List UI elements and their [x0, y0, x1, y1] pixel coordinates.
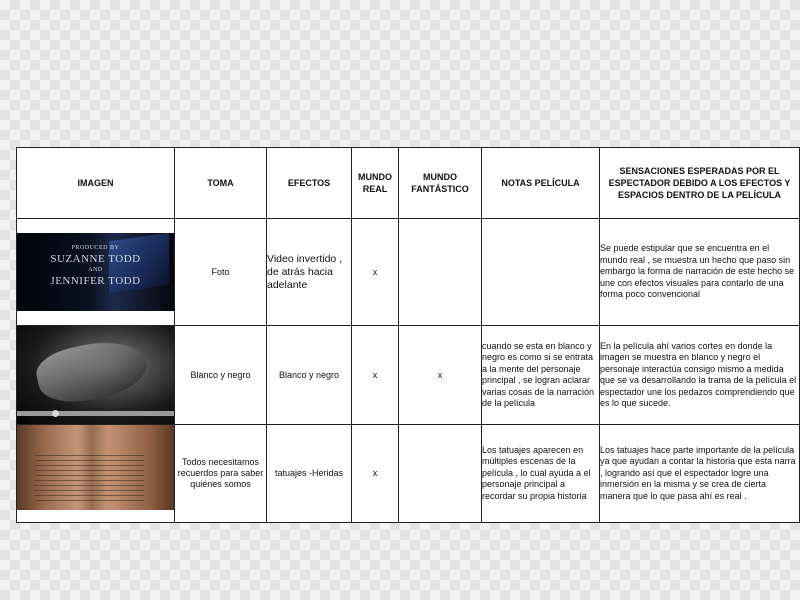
mundo-fantastico-cell: x — [399, 326, 482, 425]
table-row — [17, 219, 800, 326]
header-imagen: IMAGEN — [17, 148, 175, 219]
header-efectos: EFECTOS — [267, 148, 352, 219]
credit-line: JENNIFER TODD — [50, 275, 141, 287]
film-analysis-table — [16, 147, 800, 523]
header-mundo-real: MUNDO REAL — [352, 148, 399, 219]
image-cell — [17, 425, 175, 523]
image-cell — [17, 219, 175, 326]
toma-cell: Foto — [175, 219, 267, 326]
header-toma: TOMA — [175, 148, 267, 219]
toma-cell: Todos necesitamos recuerdos para saber quiénes somos — [175, 425, 267, 523]
mundo-real-cell: x — [352, 326, 399, 425]
black-and-white-still-image — [17, 326, 174, 424]
header-notas: NOTAS PELÍCULA — [482, 148, 600, 219]
sensaciones-cell: En la película ahí varios cortes en donde la imagen se muestra en blanco y negro el personaje interactúa consigo mismo a medida que se va desarrollando la trama de la película el espectador une los pedazos comprendiendo que es lo que sucede. — [600, 326, 800, 425]
mundo-real-cell: x — [352, 425, 399, 523]
tattooed-back-image — [17, 425, 174, 510]
table-row — [17, 425, 800, 523]
header-row — [17, 148, 800, 219]
credit-line: PRODUCED BY — [71, 245, 120, 251]
toma-cell: Blanco y negro — [175, 326, 267, 425]
sensaciones-cell: Se puede estipular que se encuentra en el mundo real , se muestra un hecho que paso sin embargo la forma de narración de este hecho se une con efectos visuales para contarlo de una forma poco convencional — [600, 219, 800, 326]
mundo-real-cell: x — [352, 219, 399, 326]
notas-cell: cuando se esta en blanco y negro es como si se entrata a la mente del personaje principal , se logran aclarar varias cosas de la narración de la película — [482, 326, 600, 425]
efectos-cell: Blanco y negro — [267, 326, 352, 425]
notas-cell — [482, 219, 600, 326]
notas-cell: Los tatuajes aparecen en múltiples escenas de la película , lo cual ayuda a el personaje principal a recordar su propia historia — [482, 425, 600, 523]
mundo-fantastico-cell — [399, 219, 482, 326]
header-mundo-fantastico: MUNDO FANTÁSTICO — [399, 148, 482, 219]
image-cell — [17, 326, 175, 425]
credit-line: AND — [88, 267, 103, 273]
video-progress-bar — [17, 411, 174, 416]
sensaciones-cell: Los tatuajes hace parte importante de la película ya que ayudan a contar la historia que esta narra , logrando así que el espectador logre una inmersión en la misma y se crea de cierta manera que lo que pasa ahí es real . — [600, 425, 800, 523]
efectos-cell: tatuajes -Heridas — [267, 425, 352, 523]
mundo-fantastico-cell — [399, 425, 482, 523]
table-row — [17, 326, 800, 425]
efectos-cell: Video invertido , de atrás hacia adelante — [267, 219, 352, 326]
credit-line: SUZANNE TODD — [50, 253, 141, 265]
film-credits-image — [17, 233, 174, 311]
header-sensaciones: SENSACIONES ESPERADAS POR EL ESPECTADOR DEBIDO A LOS EFECTOS Y ESPACIOS DENTRO DE LA PELÍCULA — [600, 148, 800, 219]
